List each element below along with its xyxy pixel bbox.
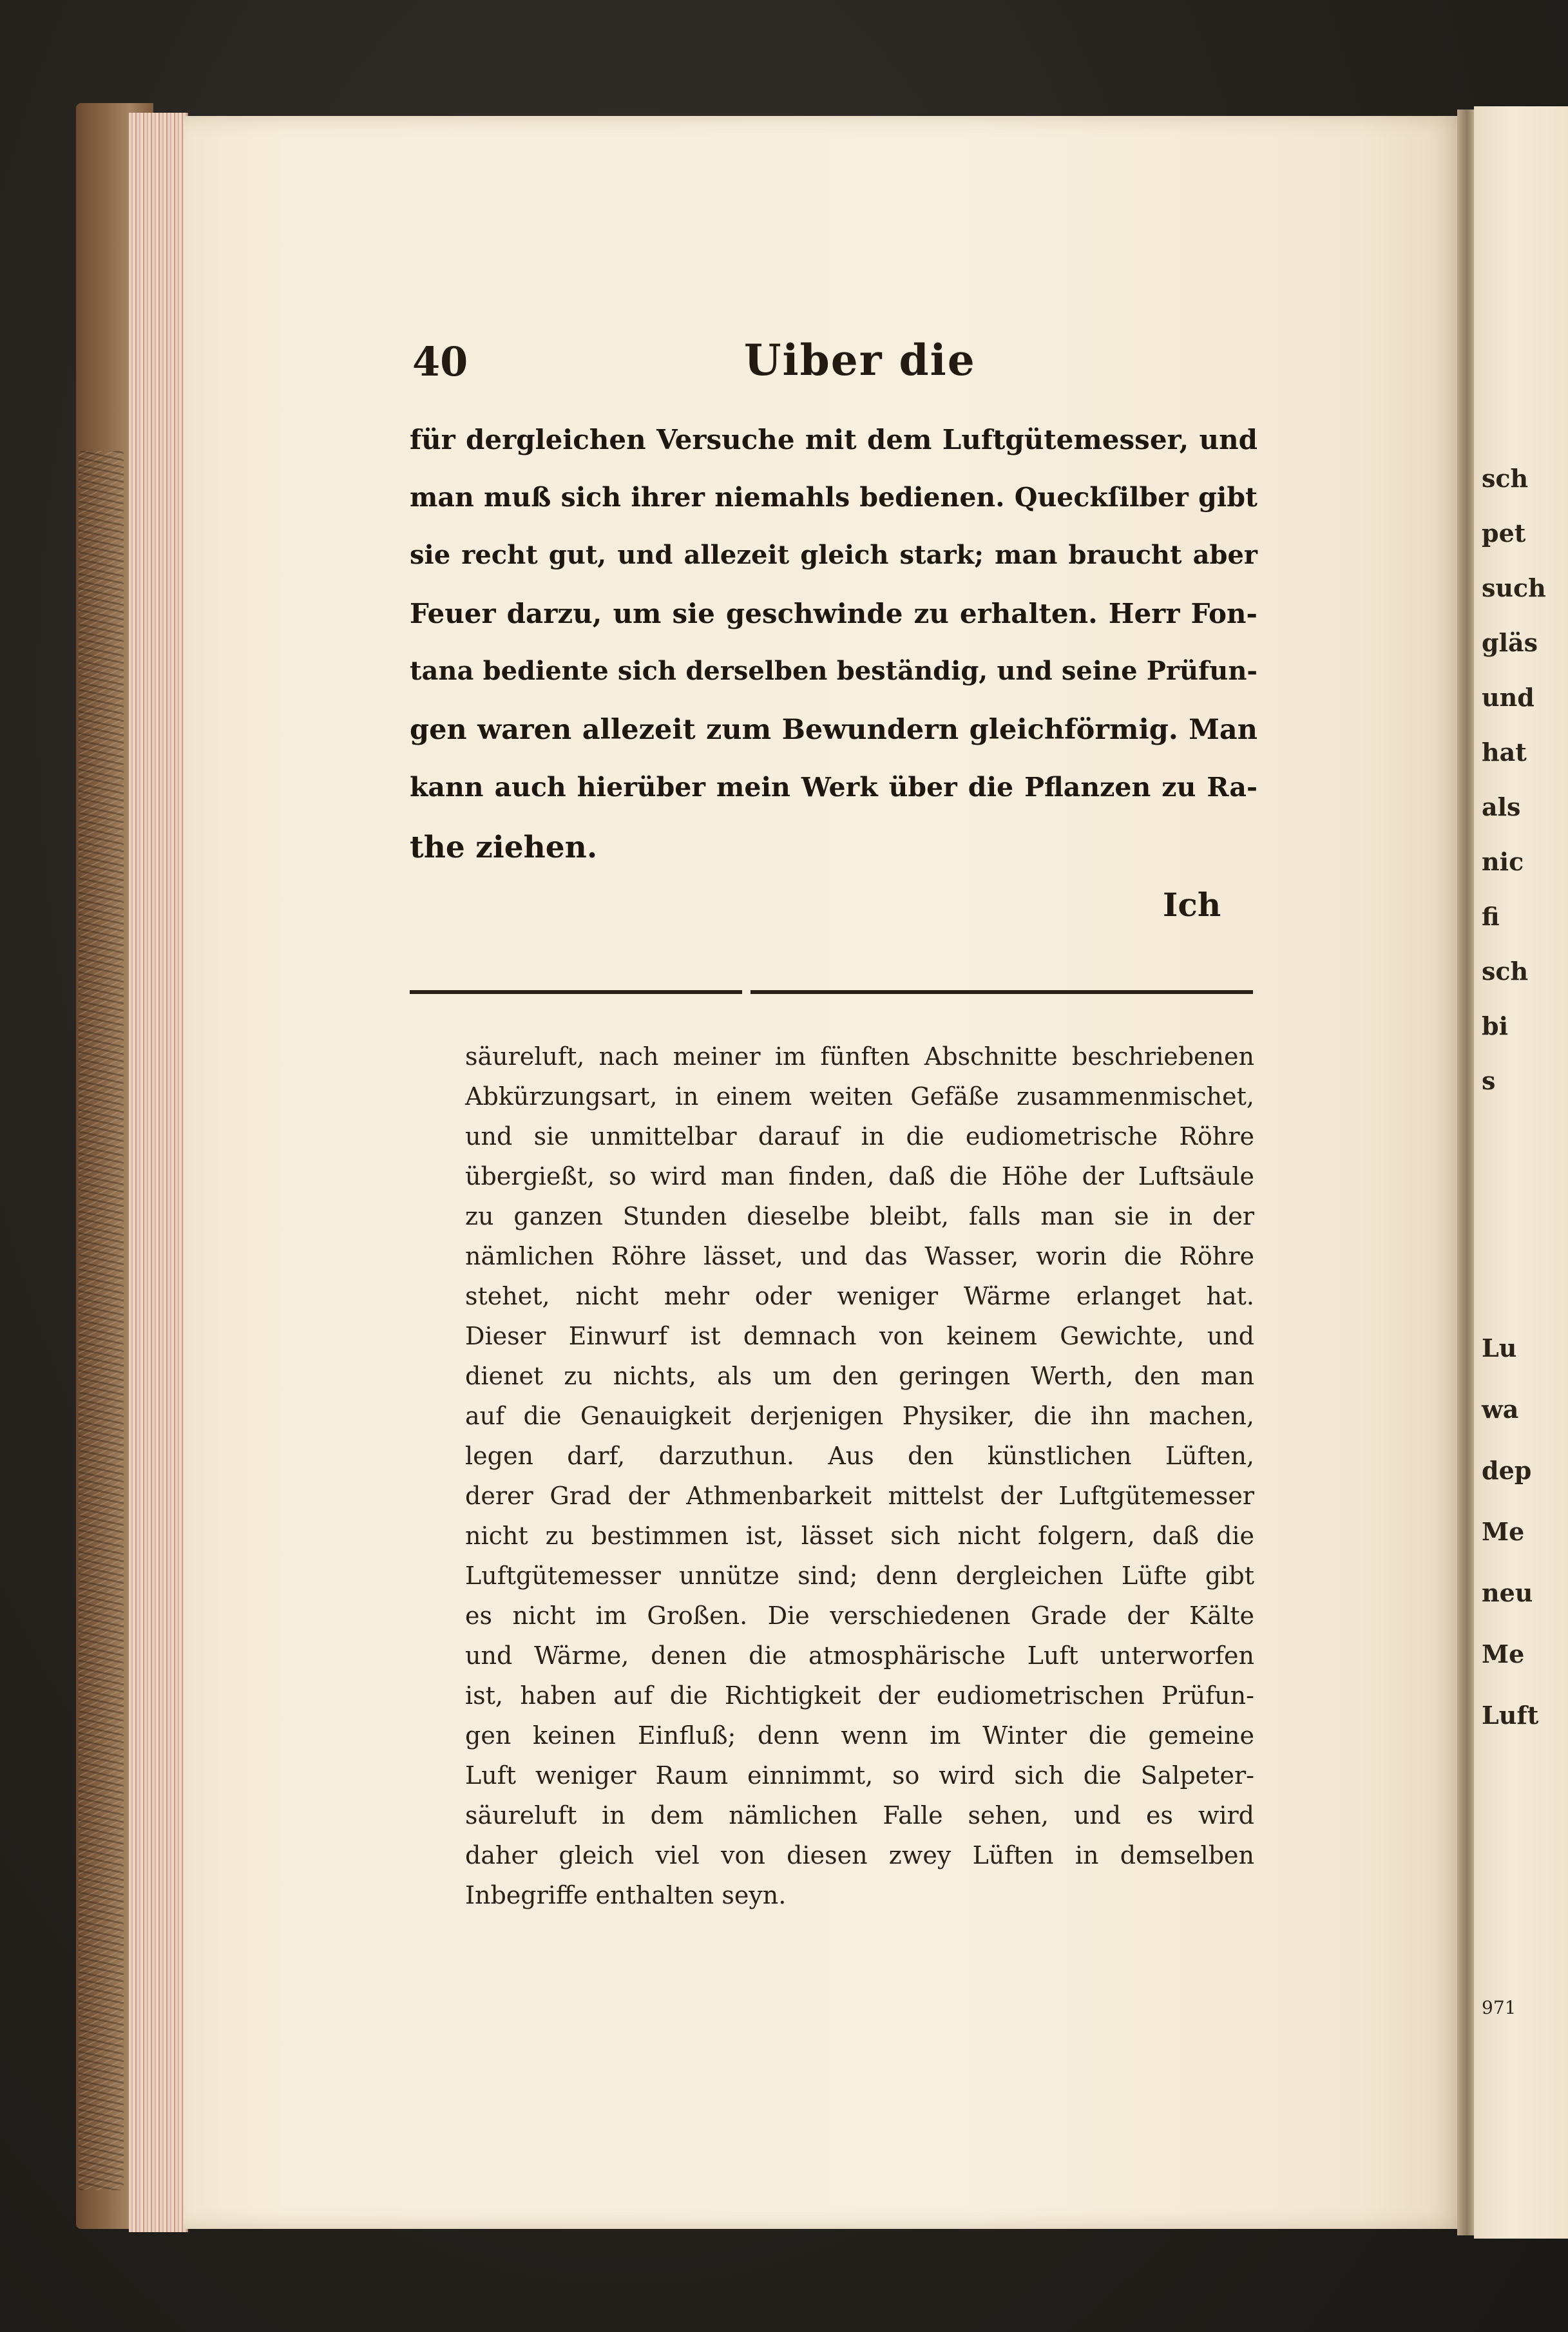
footnote-line: nicht zu bestimmen ist, lässet sich nicht folgern, daß die <box>465 1522 1254 1550</box>
footnote-line: säureluft in dem nämlichen Falle sehen, und es wird <box>465 1801 1254 1830</box>
footnote-line: übergießt, so wird man finden, daß die Höhe der Luftsäule <box>465 1162 1254 1190</box>
footnote-rule-left <box>410 990 742 994</box>
footnote-line: Inbegriffe enthalten seyn. <box>465 1881 787 1909</box>
facing-page-word: als <box>1482 792 1521 821</box>
footnote-line: zu ganzen Stunden dieselbe bleibt, falls man sie in der <box>465 1202 1254 1230</box>
page-number: 40 <box>412 338 468 385</box>
facing-page-word: Lu <box>1482 1333 1517 1362</box>
facing-page-word: pet <box>1482 519 1526 548</box>
facing-page-word: Luft <box>1482 1701 1539 1730</box>
page-edges-stack <box>129 113 188 2232</box>
facing-page-word: nic <box>1482 847 1524 876</box>
footnote-line: Luft weniger Raum einnimmt, so wird sich die Salpeter- <box>465 1761 1254 1790</box>
footnote-rule-right <box>751 990 1253 994</box>
facing-page-fragment <box>1474 106 1568 2239</box>
main-text-line: sie recht gut, und allezeit gleich stark; man braucht aber <box>410 540 1257 570</box>
facing-page-word: Me <box>1482 1517 1525 1546</box>
footnote-line: legen darf, darzuthun. Aus den künstlichen Lüften, <box>465 1442 1254 1470</box>
footnote-line: und sie unmittelbar darauf in die eudiometrische Röhre <box>465 1122 1254 1151</box>
facing-page-word: sch <box>1482 464 1529 493</box>
facing-page-word: bi <box>1482 1011 1509 1040</box>
facing-page-word: gläs <box>1482 628 1538 657</box>
main-text-line: tana bediente sich derselben beständig, und seine Prüfun- <box>410 656 1257 686</box>
footnote-line: und Wärme, denen die atmosphärische Luft unterworfen <box>465 1641 1254 1670</box>
facing-page-word: dep <box>1482 1456 1532 1485</box>
main-text-line: für dergleichen Versuche mit dem Luftgütemesser, und <box>410 424 1257 455</box>
footnote-line: Dieser Einwurf ist demnach von keinem Gewichte, und <box>465 1322 1254 1350</box>
facing-page-word: such <box>1482 573 1546 602</box>
main-text-line: Feuer darzu, um sie geschwinde zu erhalten. Herr Fon- <box>410 598 1257 629</box>
facing-page-word: s <box>1482 1066 1496 1095</box>
footnote-line: Abkürzungsart, in einem weiten Gefäße zusammenmischet, <box>465 1082 1254 1111</box>
running-head: Uiber die <box>744 335 976 385</box>
footnote-line: Luftgütemesser unnütze sind; denn dergleichen Lüfte gibt <box>465 1562 1254 1590</box>
footnote-line: dienet zu nichts, als um den geringen Werth, den man <box>465 1362 1254 1390</box>
facing-page-word: wa <box>1482 1395 1519 1424</box>
facing-page-word: 971 <box>1482 1997 1516 2018</box>
main-text-line: gen waren allezeit zum Bewundern gleichförmig. Man <box>410 714 1257 746</box>
main-text-line: kann auch hierüber mein Werk über die Pflanzen zu Ra- <box>410 772 1257 803</box>
footnote-line: daher gleich viel von diesen zwey Lüften in demselben <box>465 1841 1254 1869</box>
facing-page-word: fi <box>1482 902 1500 931</box>
marbled-board-texture <box>79 451 124 2190</box>
facing-page-word: neu <box>1482 1578 1533 1607</box>
facing-page-word: hat <box>1482 738 1527 767</box>
footnote-line: es nicht im Großen. Die verschiedenen Grade der Kälte <box>465 1601 1254 1630</box>
footnote-line: stehet, nicht mehr oder weniger Wärme erlanget hat. <box>465 1282 1254 1310</box>
footnote-line: ist, haben auf die Richtigkeit der eudiometrischen Prüfun- <box>465 1681 1254 1710</box>
footnote-line: gen keinen Einfluß; denn wenn im Winter die gemeine <box>465 1721 1254 1750</box>
main-text-line: man muß sich ihrer niemahls bedienen. Queckſilber gibt <box>410 482 1257 513</box>
footnote-line: säureluft, nach meiner im fünften Abschnitte beschriebenen <box>465 1042 1254 1071</box>
footnote-line: auf die Genauigkeit derjenigen Physiker, die ihn machen, <box>465 1402 1254 1430</box>
main-text-line: the ziehen. <box>410 830 598 865</box>
facing-page-word: Me <box>1482 1639 1525 1668</box>
facing-page-word: sch <box>1482 957 1529 986</box>
catchword: Ich <box>1163 886 1221 924</box>
footnote-line: derer Grad der Athmenbarkeit mittelst der Luftgütemesser <box>465 1482 1254 1510</box>
footnote-line: nämlichen Röhre lässet, und das Wasser, worin die Röhre <box>465 1242 1254 1270</box>
facing-page-word: und <box>1482 683 1535 712</box>
